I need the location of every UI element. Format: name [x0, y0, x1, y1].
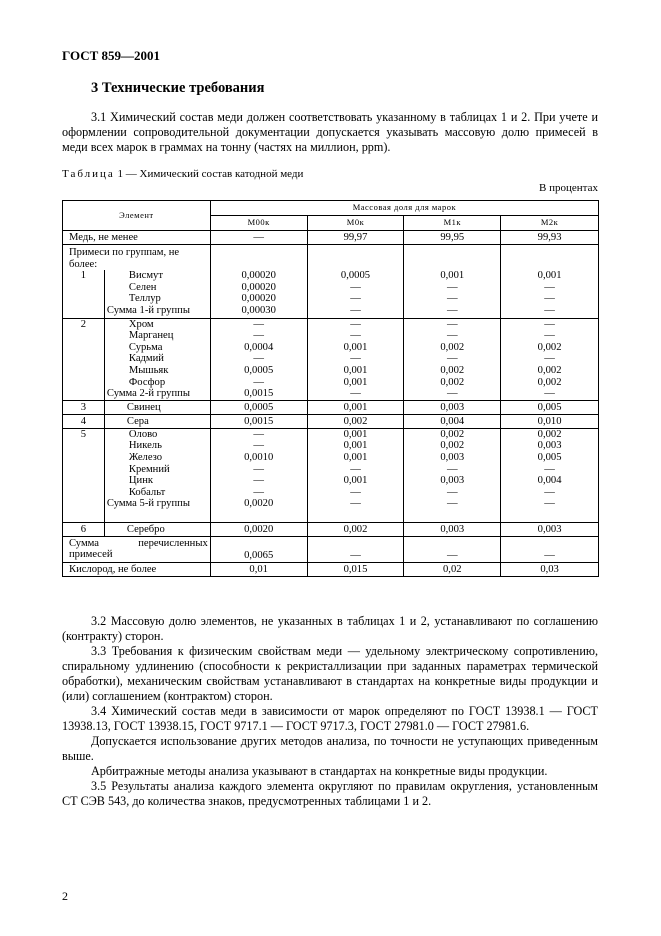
table-cell: — [350, 330, 361, 342]
table-cell: 0,0005 [340, 270, 371, 282]
paragraph-3-4-c: Арбитражные методы анализа указывают в стандартах на конкретные виды продукции. [91, 764, 548, 778]
table-cell: 0,002 [537, 376, 562, 388]
value-column [307, 414, 404, 428]
table-cell: — [446, 388, 458, 400]
table-cell: 0,003 [537, 523, 562, 535]
table-cell: 0,003 [440, 401, 465, 413]
table-cell: 0,001 [343, 341, 368, 353]
element-name: Марганец [128, 330, 174, 342]
table-row [63, 318, 599, 400]
table-cell: — [350, 498, 361, 510]
value-column [404, 428, 501, 522]
table-cell: — [544, 388, 555, 400]
table-cell: 0,0015 [244, 415, 274, 427]
table-cell: 0,005 [537, 452, 562, 464]
table-cell: — [253, 475, 264, 487]
element-name: Сумма 2-й группы [106, 388, 190, 400]
table-cell: 0,0020 [244, 498, 274, 510]
element-name: Кадмий [128, 353, 164, 365]
table-cell: — [253, 353, 264, 365]
paragraph-3-5: 3.5 Результаты анализа каждого элемента округляют по правилам округления, установленным СТ СЭВ 543, до количества знаков, предусмотренных таблицами 1 и 2. [62, 779, 598, 808]
table-cell: 99,95 [404, 231, 501, 245]
value-column [501, 318, 599, 400]
table-cell: 0,003 [440, 452, 465, 464]
header-grade: М00к [210, 216, 307, 231]
table-cell: — [446, 463, 458, 475]
group-number: 6 [63, 522, 105, 536]
element-name: Цинк [128, 475, 154, 487]
table-cell: 0,002 [537, 365, 562, 377]
table-cell: — [544, 353, 555, 365]
table-cell: 0,00030 [241, 304, 276, 316]
table-cell: 0,00020 [241, 293, 276, 305]
element-name: Хром [128, 318, 154, 330]
table-cell: — [404, 536, 501, 562]
element-name: Селен [128, 281, 157, 293]
table-cell: 0,001 [343, 475, 368, 487]
table-cell: 0,0004 [244, 341, 274, 353]
table-cell: 0,00020 [241, 281, 276, 293]
table-cell: 0,003 [440, 523, 465, 535]
value-column [501, 400, 599, 414]
element-name: Сурьма [128, 341, 163, 353]
page-number: 2 [62, 889, 68, 903]
table-cell: — [446, 353, 458, 365]
table-cell: 0,002 [440, 376, 465, 388]
table-units: В процентах [539, 182, 598, 194]
group-number: 3 [63, 400, 105, 414]
group-number: 4 [63, 414, 105, 428]
table-cell: 0,005 [537, 401, 562, 413]
value-column [210, 400, 307, 414]
table-cell: 0,001 [537, 270, 562, 282]
table-cell: — [350, 388, 361, 400]
element-name: Кремний [128, 463, 170, 475]
element-name: Сумма 1-й группы [106, 304, 190, 316]
value-column [307, 400, 404, 414]
table-cell: 0,02 [404, 562, 501, 576]
table-cell: 0,001 [343, 440, 368, 452]
table-row [63, 414, 599, 428]
table-caption-prefix: Таблица [62, 168, 115, 180]
table-cell: — [350, 353, 361, 365]
table-cell: 0,0065 [210, 536, 307, 562]
table-cell: 0,002 [537, 428, 562, 440]
table-cell: — [446, 304, 458, 316]
value-column [210, 414, 307, 428]
table-cell: 0,002 [343, 523, 368, 535]
table-cell: — [544, 463, 555, 475]
table-cell: — [253, 463, 264, 475]
value-column [307, 428, 404, 522]
group-elements [104, 270, 210, 318]
table-cell: — [446, 330, 458, 342]
table-cell: — [253, 318, 264, 330]
value-column [501, 428, 599, 522]
paragraph-3-2: 3.2 Массовую долю элементов, не указанных в таблицах 1 и 2, устанавливают по соглашению (контракту) сторон. [62, 614, 598, 643]
value-column [404, 414, 501, 428]
table-cell: 0,0015 [244, 388, 274, 400]
table-cell: 0,003 [537, 440, 562, 452]
header-mass-fraction: Массовая доля для марок [210, 201, 598, 216]
table-cell: — [544, 318, 555, 330]
table-row [63, 522, 599, 536]
element-name: Теллур [128, 293, 161, 305]
row-label-copper: Медь, не менее [63, 231, 211, 245]
table-row [63, 270, 599, 318]
group-elements [104, 522, 210, 536]
table-cell: 0,002 [537, 341, 562, 353]
table-caption [62, 168, 303, 180]
group-number: 1 [63, 270, 105, 318]
value-column [404, 522, 501, 536]
table-cell: 0,001 [343, 376, 368, 388]
table-cell: — [446, 318, 458, 330]
header-grade: М0к [307, 216, 404, 231]
paragraph-3-4-b: Допускается использование других методов анализа, по точности не уступающих приведенным выше. [62, 734, 598, 763]
table-cell: — [446, 281, 458, 293]
table-cell: 0,002 [440, 341, 465, 353]
table-cell: — [350, 293, 361, 305]
table-cell-empty [210, 245, 307, 271]
table-cell: 99,97 [307, 231, 404, 245]
value-column [210, 428, 307, 522]
table-cell: 0,0020 [244, 523, 274, 535]
table-cell: 0,002 [440, 440, 465, 452]
table-cell: 0,001 [343, 365, 368, 377]
table-cell: 0,002 [343, 415, 368, 427]
table-cell: — [350, 486, 361, 498]
element-name: Сумма 5-й группы [106, 498, 190, 510]
table-cell: — [446, 293, 458, 305]
element-name: Серебро [126, 523, 165, 535]
table-cell: — [544, 293, 555, 305]
value-column [501, 522, 599, 536]
group-elements [104, 414, 210, 428]
document-header: ГОСТ 859—2001 [62, 48, 161, 63]
table-cell: — [350, 281, 361, 293]
table-cell-empty [307, 245, 404, 271]
value-column [210, 270, 307, 318]
header-element: Элемент [63, 201, 211, 231]
table-cell: — [253, 428, 264, 440]
table-cell: 0,001 [440, 270, 465, 282]
table-cell: 0,001 [343, 401, 368, 413]
table-cell: — [446, 486, 458, 498]
table-cell: 0,015 [307, 562, 404, 576]
table-cell: 0,003 [440, 475, 465, 487]
table-cell: — [544, 498, 555, 510]
element-name: Сера [126, 415, 149, 427]
table-cell: 0,010 [537, 415, 562, 427]
value-column [404, 270, 501, 318]
value-column [501, 414, 599, 428]
element-name: Свинец [126, 401, 161, 413]
element-name: Никель [128, 440, 162, 452]
table-cell: 99,93 [501, 231, 599, 245]
table-cell: — [501, 536, 599, 562]
table-cell: 0,00020 [241, 270, 276, 282]
table-cell: — [544, 281, 555, 293]
table-cell: — [253, 376, 264, 388]
group-elements [104, 400, 210, 414]
table-caption-rest: 1 — Химический состав катодной меди [117, 168, 304, 180]
paragraph-3-1: 3.1 Химический состав меди должен соответствовать указанному в таблицах 1 и 2. При учете и оформлении сопроводительной документации допускается указывать массовую долю примесей в меди всех марок в граммах на тонну (частях на миллион, ppm). [62, 110, 598, 154]
paragraph-3-4: 3.4 Химический состав меди в зависимости от марок определяют по ГОСТ 13938.1 — ГОСТ 13938.13, ГОСТ 13938.15, ГОСТ 9717.1 — ГОСТ 9717.3, ГОСТ 27981.0 — ГОСТ 27981.6. [62, 704, 598, 733]
table-row [63, 400, 599, 414]
group-elements [104, 428, 210, 522]
table-cell: — [307, 536, 404, 562]
table-cell: — [446, 498, 458, 510]
table-cell: 0,004 [440, 415, 465, 427]
table-cell: 0,002 [440, 365, 465, 377]
table-cell: — [544, 304, 555, 316]
table-cell: 0,0005 [244, 401, 274, 413]
table-cell-empty [404, 245, 501, 271]
value-column [307, 318, 404, 400]
group-elements [104, 318, 210, 400]
row-label-sum: Сумма перечисленных примесей [63, 536, 211, 562]
table-row [63, 428, 599, 522]
element-name: Фосфор [128, 376, 166, 388]
value-column [404, 400, 501, 414]
table-cell: — [544, 330, 555, 342]
table-cell: — [350, 318, 361, 330]
table-cell: 0,0005 [244, 365, 274, 377]
group-number: 5 [63, 428, 105, 522]
table-cell: — [253, 486, 264, 498]
table-cell: 0,001 [343, 428, 368, 440]
table-cell: 0,001 [343, 452, 368, 464]
value-column [307, 270, 404, 318]
table-cell: — [350, 463, 361, 475]
value-column [210, 522, 307, 536]
table-cell: — [253, 440, 264, 452]
table-cell: 0,03 [501, 562, 599, 576]
table-cell: 0,002 [440, 428, 465, 440]
table-cell: 0,0010 [244, 452, 274, 464]
value-column [501, 270, 599, 318]
element-name: Висмут [128, 270, 163, 282]
chemical-composition-table [62, 200, 599, 577]
element-name: Железо [128, 452, 163, 464]
table-cell-empty [501, 245, 599, 271]
table-cell: — [210, 231, 307, 245]
section-title: 3 Технические требования [91, 80, 265, 96]
row-label-impurities: Примеси по группам, не более: [63, 245, 211, 271]
table-cell: — [350, 304, 361, 316]
table-cell: 0,01 [210, 562, 307, 576]
table-cell: — [253, 330, 264, 342]
value-column [404, 318, 501, 400]
element-name: Олово [128, 428, 158, 440]
table-cell: — [544, 486, 555, 498]
header-grade: М2к [501, 216, 599, 231]
group-number: 2 [63, 318, 105, 400]
paragraph-3-3: 3.3 Требования к физическим свойствам меди — удельному электрическому сопротивлению, спиральному удлинению (способности к рекристаллизации при заданных параметрах термической обработки), механическим свойствам устанавливают в стандартах на конкретные виды продукции и (или) соглашением (контрактом) сторон. [62, 644, 598, 703]
header-grade: М1к [404, 216, 501, 231]
value-column [210, 318, 307, 400]
row-label-oxygen: Кислород, не более [63, 562, 211, 576]
element-name: Мышьяк [128, 365, 169, 377]
value-column [307, 522, 404, 536]
table-cell: 0,004 [537, 475, 562, 487]
element-name: Кобальт [128, 486, 166, 498]
